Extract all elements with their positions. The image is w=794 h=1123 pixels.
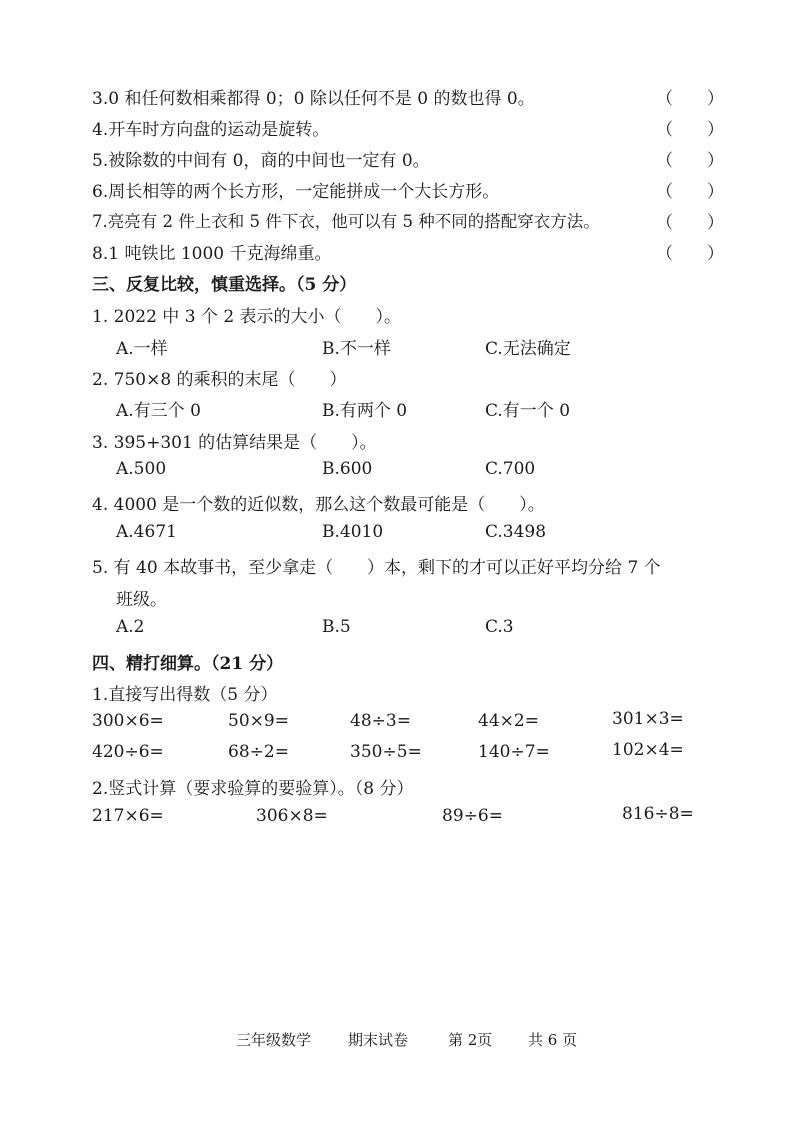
choice-question-4: 4. 4000 是一个数的近似数，那么这个数最可能是（ ）。 — [92, 495, 545, 515]
vertical-calc-item: 306×8= — [256, 806, 328, 826]
option-b[interactable]: B.4010 — [322, 522, 384, 542]
choice-question-3: 3. 395+301 的估算结果是（ ）。 — [92, 433, 377, 453]
judge-item-3: 3.0 和任何数相乘都得 0；0 除以任何不是 0 的数也得 0。 — [92, 89, 535, 109]
choice-question-1: 1. 2022 中 3 个 2 表示的大小（ ）。 — [92, 307, 402, 327]
judge-item-6: 6.周长相等的两个长方形，一定能拼成一个大长方形。 — [92, 182, 500, 202]
judge-item-4: 4.开车时方向盘的运动是旋转。 — [92, 120, 330, 140]
answer-paren[interactable]: （ ） — [656, 151, 724, 171]
option-b[interactable]: B.600 — [322, 459, 373, 479]
judge-item-5: 5.被除数的中间有 0，商的中间也一定有 0。 — [92, 151, 430, 171]
vertical-calc-item: 217×6= — [92, 806, 164, 826]
calc-item: 68÷2= — [228, 742, 289, 762]
calc-item: 44×2= — [478, 711, 539, 731]
option-a[interactable]: A.2 — [116, 617, 145, 637]
option-c[interactable]: C.3498 — [485, 522, 547, 542]
part-2-title: 2.竖式计算（要求验算的要验算）。（8 分） — [92, 779, 414, 799]
option-c[interactable]: C.有一个 0 — [485, 401, 571, 421]
vertical-calc-item: 89÷6= — [442, 806, 503, 826]
judge-item-7: 7.亮亮有 2 件上衣和 5 件下衣，他可以有 5 种不同的搭配穿衣方法。 — [92, 212, 600, 231]
footer-page: 第 2页 — [448, 1031, 493, 1049]
answer-paren[interactable]: （ ） — [656, 89, 724, 109]
option-a[interactable]: A.500 — [116, 459, 167, 479]
calc-item: 301×3= — [612, 709, 684, 729]
option-c[interactable]: C.无法确定 — [485, 339, 571, 359]
section-4-heading: 四、精打细算。（21 分） — [92, 654, 284, 674]
option-a[interactable]: A.4671 — [116, 522, 177, 542]
vertical-calc-item: 816÷8= — [622, 804, 694, 824]
choice-question-5-cont: 班级。 — [116, 590, 167, 610]
option-b[interactable]: B.不一样 — [322, 339, 391, 359]
part-1-title: 1.直接写出得数（5 分） — [92, 685, 278, 705]
choice-question-2: 2. 750×8 的乘积的末尾（ ） — [92, 370, 347, 390]
answer-paren[interactable]: （ ） — [656, 213, 724, 233]
calc-item: 300×6= — [92, 711, 164, 731]
section-3-heading: 三、反复比较，慎重选择。（5 分） — [92, 275, 357, 295]
calc-item: 420÷6= — [92, 742, 164, 762]
footer-exam: 期末试卷 — [348, 1031, 409, 1049]
option-c[interactable]: C.700 — [485, 459, 536, 479]
calc-item: 48÷3= — [350, 711, 411, 731]
footer-total: 共 6 页 — [528, 1031, 578, 1049]
option-b[interactable]: B.有两个 0 — [322, 401, 408, 421]
answer-paren[interactable]: （ ） — [656, 120, 724, 140]
calc-item: 102×4= — [612, 740, 684, 760]
option-b[interactable]: B.5 — [322, 617, 351, 637]
option-a[interactable]: A.有三个 0 — [116, 401, 201, 421]
answer-paren[interactable]: （ ） — [656, 244, 724, 264]
choice-question-5: 5. 有 40 本故事书，至少拿走（ ）本，剩下的才可以正好平均分给 7 个 — [92, 558, 661, 578]
option-a[interactable]: A.一样 — [116, 339, 168, 359]
footer-subject: 三年级数学 — [236, 1031, 312, 1049]
option-c[interactable]: C.3 — [485, 617, 514, 637]
calc-item: 50×9= — [228, 711, 289, 731]
answer-paren[interactable]: （ ） — [656, 182, 724, 202]
calc-item: 350÷5= — [350, 742, 422, 762]
judge-item-8: 8.1 吨铁比 1000 千克海绵重。 — [92, 244, 332, 264]
calc-item: 140÷7= — [478, 742, 550, 762]
